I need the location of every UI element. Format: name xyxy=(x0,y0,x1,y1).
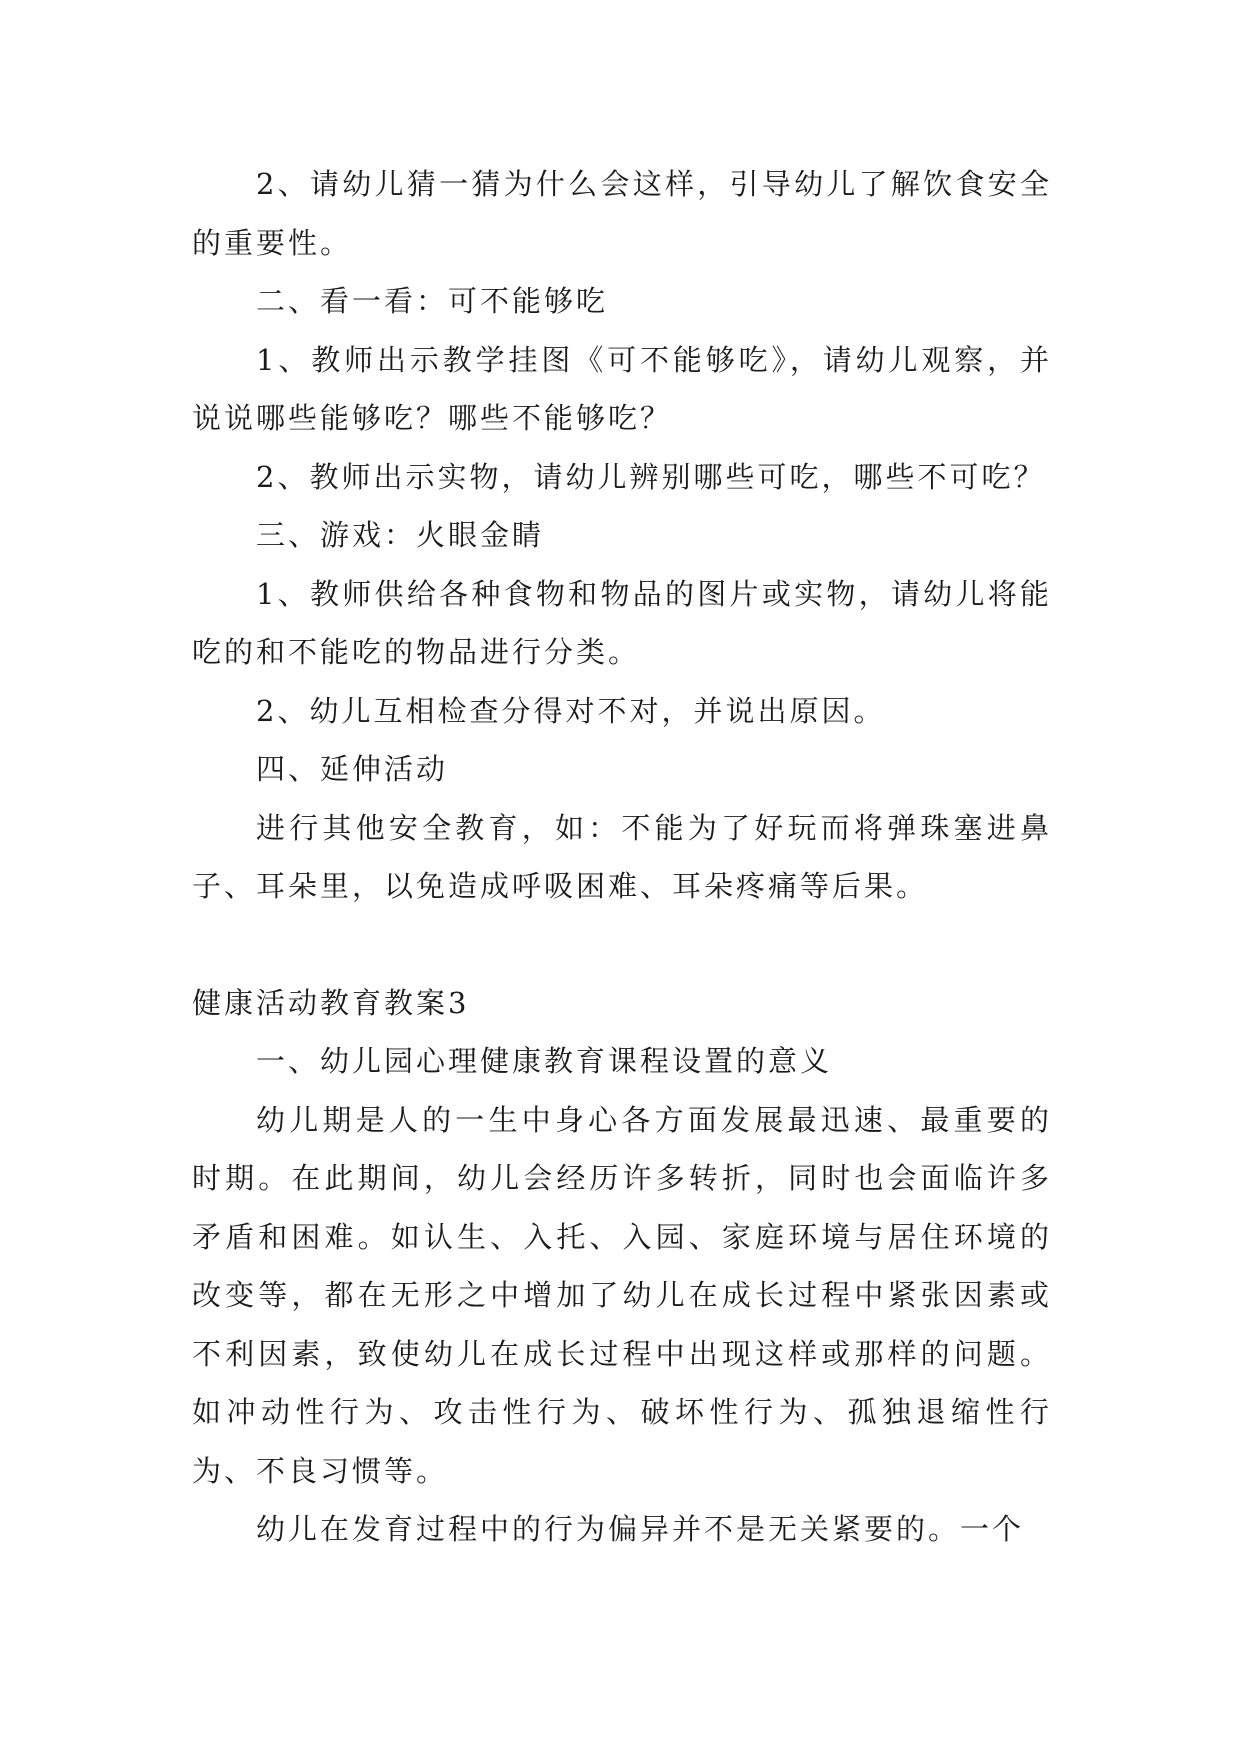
paragraph: 2、教师出示实物，请幼儿辨别哪些可吃，哪些不可吃？ xyxy=(256,459,1046,494)
paragraph: 1、教师供给各种食物和物品的图片或实物，请幼儿将能吃的和不能吃的物品进行分类。 xyxy=(192,576,1052,669)
section-heading: 二、看一看：可不能够吃 xyxy=(256,284,609,318)
paragraph: 2、幼儿互相检查分得对不对，并说出原因。 xyxy=(256,693,886,728)
document-body xyxy=(192,155,1052,1559)
paragraph: 1、教师出示教学挂图《可不能够吃》，请幼儿观察，并说说哪些能够吃？哪些不能够吃？ xyxy=(192,342,1052,435)
section-heading: 三、游戏：火眼金睛 xyxy=(256,518,545,552)
paragraph: 进行其他安全教育，如：不能为了好玩而将弹珠塞进鼻子、耳朵里，以免造成呼吸困难、耳朵疼痛等后果。 xyxy=(192,810,1052,903)
paragraph: 幼儿期是人的一生中身心各方面发展最迅速、最重要的时期。在此期间，幼儿会经历许多转折，同时也会面临许多矛盾和困难。如认生、入托、入园、家庭环境与居住环境的改变等，都在无形之中增加了幼儿在成长过程中紧张因素或不利因素，致使幼儿在成长过程中出现这样或那样的问题。如冲动性行为、攻击性行为、破坏性行为、孤独退缩性行为、不良习惯等。 xyxy=(192,1102,1052,1488)
paragraph: 2、请幼儿猜一猜为什么会这样，引导幼儿了解饮食安全的重要性。 xyxy=(192,167,1052,260)
blank-line xyxy=(192,916,1052,974)
paragraph: 幼儿在发育过程中的行为偏异并不是无关紧要的。一个 xyxy=(256,1512,1025,1546)
document-title: 健康活动教育教案3 xyxy=(192,985,470,1020)
section-heading: 一、幼儿园心理健康教育课程设置的意义 xyxy=(256,1044,833,1078)
section-heading: 四、延伸活动 xyxy=(256,752,449,786)
